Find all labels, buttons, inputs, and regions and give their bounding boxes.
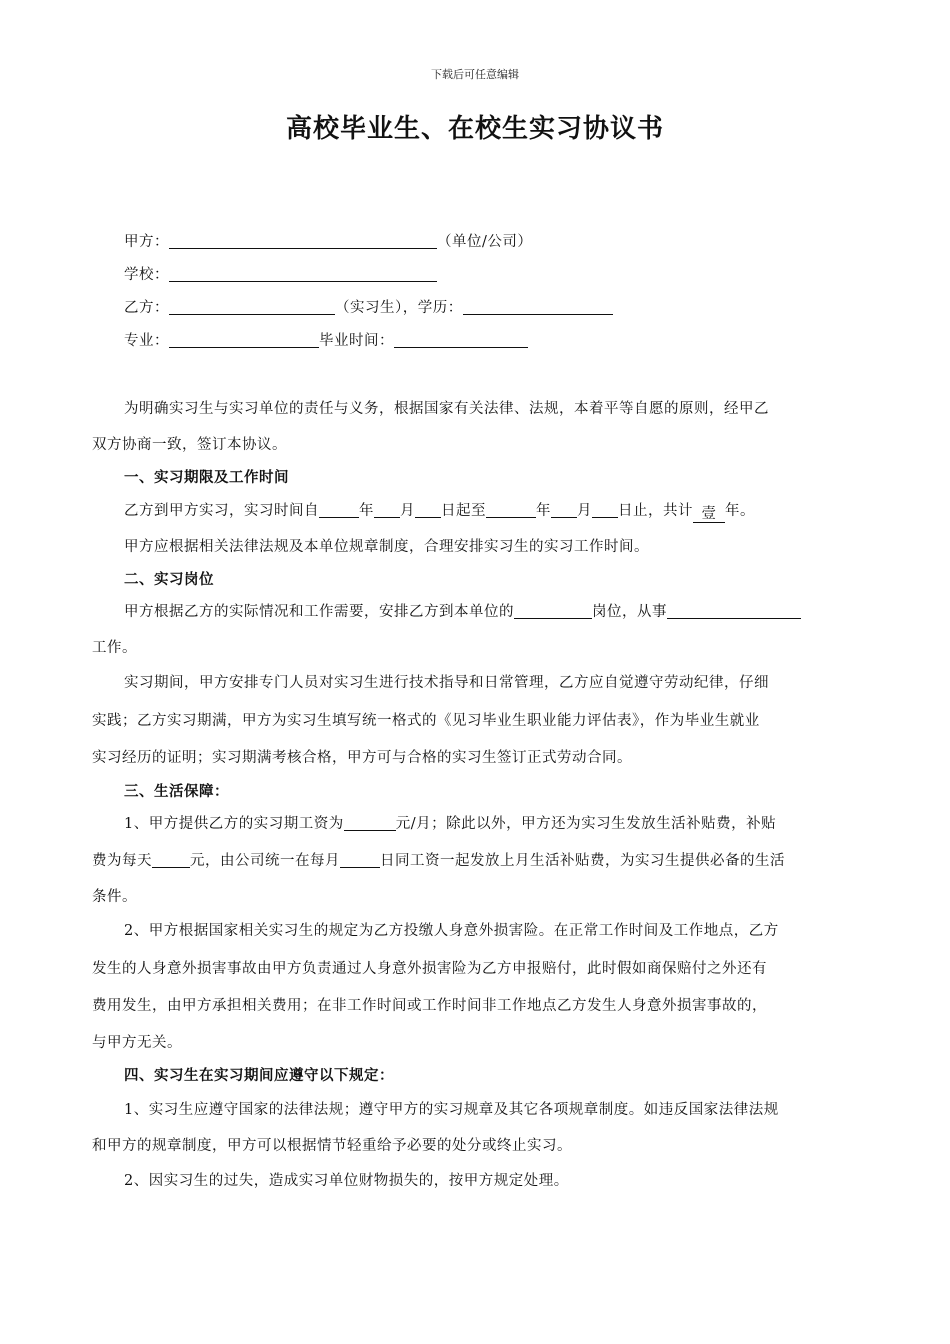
year-label: 年: [359, 503, 374, 519]
end-day-field[interactable]: [592, 502, 618, 518]
section-1-text: 乙方到甲方实习，实习时间自: [124, 503, 319, 519]
section-2-para-2-line-2: 实践；乙方实习期满，甲方为实习生填写统一格式的《见习毕业生职业能力评估表》，作为毕业生就业: [92, 713, 760, 729]
section-2-para-1-end: 工作。: [92, 640, 137, 656]
section-2-text: 岗位，从事: [592, 604, 667, 620]
section-3-text: 日同工资一起发放上月生活补贴费，为实习生提供必备的生活: [380, 853, 785, 869]
major-field[interactable]: [169, 332, 319, 348]
intro-line-1: 为明确实习生与实习单位的责任与义务，根据国家有关法律、法规，本着平等自愿的原则，经甲乙: [124, 401, 769, 417]
month-label: 月: [400, 503, 415, 519]
section-3-para-1-line-3: 条件。: [92, 889, 137, 905]
work-field[interactable]: [667, 603, 801, 619]
education-field[interactable]: [463, 299, 613, 315]
school-row: [124, 263, 437, 284]
daily-allowance-field[interactable]: [152, 852, 190, 868]
section-4-para-1-line-2: 和甲方的规章制度，甲方可以根据情节轻重给予必要的处分或终止实习。: [92, 1138, 572, 1154]
section-2-heading: 二、实习岗位: [124, 571, 214, 588]
position-field[interactable]: [514, 603, 592, 619]
salary-field[interactable]: [344, 815, 396, 831]
section-1-para-1: [124, 499, 755, 523]
day-label: 日起至: [441, 503, 486, 519]
section-3-text: 元，由公司统一在每月: [190, 853, 340, 869]
section-1-text-end: 年。: [725, 503, 755, 519]
section-2-para-2-line-1: 实习期间，甲方安排专门人员对实习生进行技术指导和日常管理，乙方应自觉遵守劳动纪律，仔细: [124, 675, 769, 691]
section-3-text: 1、甲方提供乙方的实习期工资为: [124, 816, 344, 832]
section-3-para-2-line-1: 2、甲方根据国家相关实习生的规定为乙方投缴人身意外损害险。在正常工作时间及工作地点，乙方: [124, 923, 779, 939]
section-3-para-1-line-1: [124, 812, 776, 833]
section-4-para-2: 2、因实习生的过失，造成实习单位财物损失的，按甲方规定处理。: [124, 1173, 569, 1189]
grad-label: 毕业时间：: [319, 333, 394, 349]
year-label: 年: [536, 503, 551, 519]
intro-line-2: 双方协商一致，签订本协议。: [92, 437, 287, 453]
section-3-text: 元/月；除此以外，甲方还为实习生发放生活补贴费，补贴: [395, 816, 777, 832]
start-year-field[interactable]: [319, 502, 359, 518]
section-3-heading: 三、生活保障：: [124, 783, 229, 800]
start-month-field[interactable]: [374, 502, 400, 518]
party-a-suffix: （单位/公司）: [437, 234, 533, 250]
section-4-para-1-line-1: 1、实习生应遵守国家的法律法规；遵守甲方的实习规章及其它各项规章制度。如违反国家法律法规: [124, 1102, 779, 1118]
major-label: 专业：: [124, 333, 169, 349]
party-b-row: [124, 296, 613, 317]
section-3-para-1-line-2: [92, 849, 785, 870]
party-a-field[interactable]: [169, 233, 437, 249]
pay-day-field[interactable]: [340, 852, 380, 868]
end-year-field[interactable]: [486, 502, 536, 518]
section-3-para-2-line-2: 发生的人身意外损害事故由甲方负责通过人身意外损害险为乙方申报赔付，此时假如商保赔付之外还有: [92, 961, 767, 977]
section-1-para-2: 甲方应根据相关法律法规及本单位规章制度，合理安排实习生的实习工作时间。: [124, 539, 649, 555]
section-3-text: 费为每天: [92, 853, 152, 869]
party-a-row: [124, 230, 532, 251]
party-a-label: 甲方：: [124, 234, 169, 250]
school-field[interactable]: [169, 266, 437, 282]
total-years-field[interactable]: 壹: [693, 507, 725, 523]
section-3-para-2-line-3: 费用发生，由甲方承担相关费用；在非工作时间或工作时间非工作地点乙方发生人身意外损害事故的，: [92, 998, 767, 1014]
major-row: [124, 329, 528, 350]
party-b-suffix: （实习生），学历：: [335, 300, 463, 316]
end-month-field[interactable]: [551, 502, 577, 518]
start-day-field[interactable]: [415, 502, 441, 518]
section-2-text: 甲方根据乙方的实际情况和工作需要，安排乙方到本单位的: [124, 604, 514, 620]
section-2-para-1: [124, 600, 801, 621]
section-1-heading: 一、实习期限及工作时间: [124, 469, 289, 486]
document-title: 高校毕业生、在校生实习协议书: [285, 114, 664, 144]
month-label: 月: [577, 503, 592, 519]
party-b-label: 乙方：: [124, 300, 169, 316]
section-2-para-2-line-3: 实习经历的证明；实习期满考核合格，甲方可与合格的实习生签订正式劳动合同。: [92, 750, 632, 766]
grad-time-field[interactable]: [394, 332, 528, 348]
section-4-heading: 四、实习生在实习期间应遵守以下规定：: [124, 1067, 394, 1084]
header-note: 下载后可任意编辑: [431, 68, 519, 81]
day-label: 日止，共计: [618, 503, 693, 519]
school-label: 学校：: [124, 267, 169, 283]
party-b-field[interactable]: [169, 299, 335, 315]
section-3-para-2-line-4: 与甲方无关。: [92, 1035, 182, 1051]
